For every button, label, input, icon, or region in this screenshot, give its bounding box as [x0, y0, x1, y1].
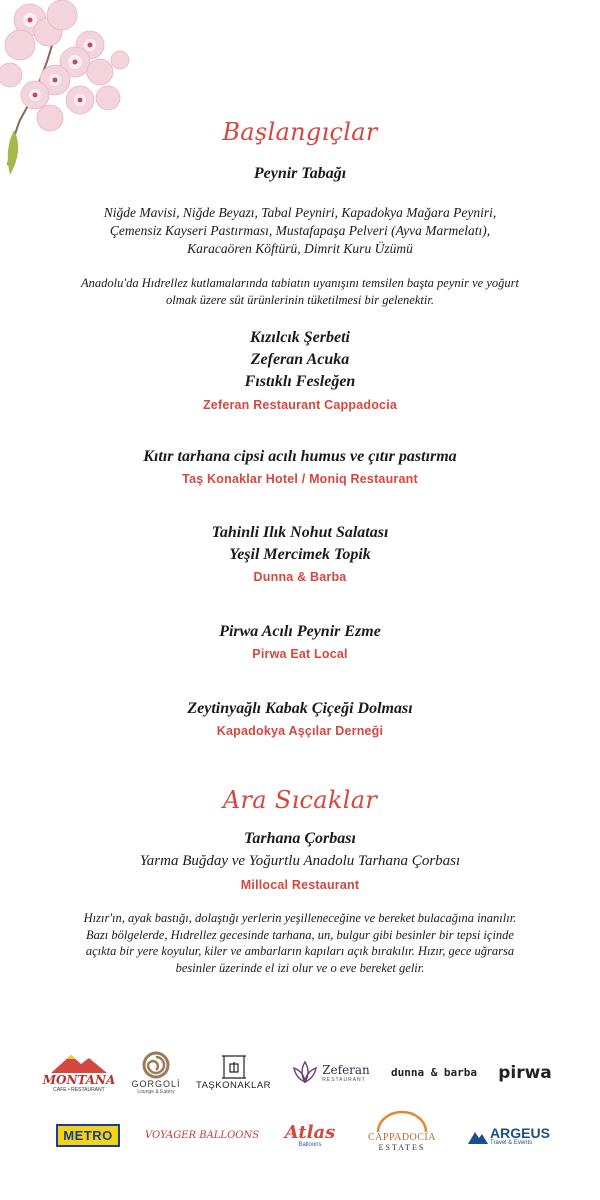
voyager-balloons-logo: VOYAGER BALLOONS	[144, 1130, 260, 1141]
venue-name: Millocal Restaurant	[240, 878, 360, 892]
cheese-item-line: Çemensiz Kayseri Pastırması, Mustafapaşa Pelveri (Ayva Marmelatı),	[109, 223, 491, 238]
atlas-balloons-logo: Atlas Balloons	[284, 1121, 336, 1148]
spiral-icon	[142, 1051, 170, 1079]
dish-name: Tarhana Çorbası	[244, 830, 356, 847]
peak-icon	[468, 1128, 488, 1144]
venue-name: Zeferan Restaurant Cappadocia	[202, 398, 398, 412]
menu-group	[0, 327, 600, 412]
dish-name: Tahinli Ilık Nohut Salatası	[211, 524, 389, 541]
metro-logo: METRO	[53, 1108, 123, 1163]
cheese-note	[0, 275, 600, 308]
cheese-item-line: Karacaören Köftürü, Dimrit Kuru Üzümü	[187, 241, 413, 256]
dish-name: Zeytinyağlı Kabak Çiçeği Dolması	[187, 700, 413, 717]
note-line: Bazı bölgelerde, Hıdrellez gecesinde tarhana, un, bulgur gibi besinler bir tepsi içinde	[86, 927, 514, 942]
dish-name: Peynir Tabağı	[253, 165, 347, 182]
note-line: Hızır'ın, ayak bastığı, dolaştığı yerlerin yeşilleneceğine ve bereket bulacağına inanılır.	[83, 911, 517, 925]
dish-name: Fıstıklı Fesleğen	[244, 373, 356, 390]
venue-name: Taş Konaklar Hotel / Moniq Restaurant	[182, 472, 418, 486]
note-line: Anadolu'da Hıdrellez kutlamalarında tabiatın uyanışını temsilen başta peynir ve yoğurt	[81, 276, 519, 290]
dunna-barba-logo: dunna & barba	[390, 1066, 478, 1079]
cheese-items	[0, 204, 600, 258]
dish-name: Zeferan Acuka	[250, 351, 350, 368]
pirwa-logo: pirwa	[498, 1062, 552, 1083]
mountain-icon	[49, 1052, 109, 1074]
mains-note	[0, 910, 600, 976]
note-line: olmak üzere süt ürünlerinin tüketilmesi bir gelenektir.	[166, 292, 434, 307]
building-icon	[220, 1054, 248, 1080]
menu-group	[0, 522, 600, 584]
venue-name: Pirwa Eat Local	[252, 647, 348, 661]
menu-group	[0, 446, 600, 486]
montana-logo: MONTANA CAFE • RESTAURANT	[48, 1045, 110, 1100]
note-line: açıkta bir yere koyulur, kiler ve ambarların kapıları açık bırakılır. Hızır, gece uğrarsa	[85, 944, 515, 958]
venue-name: Dunna & Barba	[253, 570, 347, 584]
menu-group	[0, 698, 600, 738]
venue-name: Kapadokya Aşçılar Derneği	[216, 724, 384, 738]
dish-name: Yeşil Mercimek Topik	[229, 546, 371, 563]
gorgoli-logo: GORGOLİ Lounge & Eatery	[128, 1045, 184, 1100]
cheese-item-line: Niğde Mavisi, Niğde Beyazı, Tabal Peyniri, Kapadokya Mağara Peyniri,	[103, 205, 497, 220]
argeus-logo: ARGEUS Travel & Events	[465, 1108, 553, 1163]
section-title-starters: Başlangıçlar	[222, 118, 378, 146]
menu-group	[0, 621, 600, 661]
dish-name: Kızılcık Şerbeti	[250, 329, 350, 346]
zeferan-logo: Zeferan RESTAURANT	[286, 1045, 374, 1100]
dish-name: Kıtır tarhana cipsi acılı humus ve çıtır pastırma	[143, 448, 457, 465]
dish-subtitle: Yarma Buğday ve Yoğurtlu Anadolu Tarhana Çorbası	[139, 853, 461, 869]
sponsor-logos-row-1	[0, 1045, 600, 1105]
section-title-mains: Ara Sıcaklar	[222, 786, 378, 814]
lotus-icon	[290, 1060, 320, 1086]
cappadocia-estates-logo: CAPPADOCIA ESTATES	[360, 1102, 444, 1160]
sponsor-logos-row-2	[0, 1108, 600, 1168]
taskonaklar-logo: TAŞKONAKLAR	[196, 1045, 271, 1100]
dish-name: Pirwa Acılı Peynir Ezme	[219, 623, 381, 640]
arch-icon	[372, 1110, 432, 1132]
cherry-blossom-decoration	[0, 0, 135, 175]
note-line: besinler üzerinde el izi olur ve o eve bereket gelir.	[175, 960, 425, 975]
